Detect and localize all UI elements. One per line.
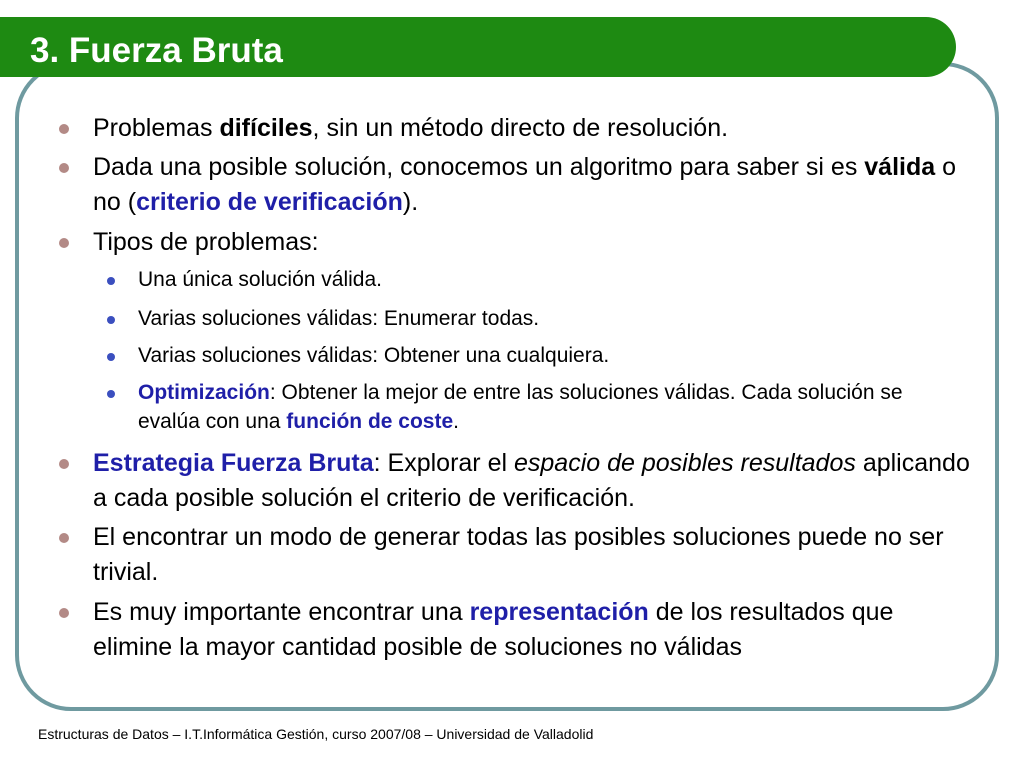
subbullet-enumerate-all: Varias soluciones válidas: Enumerar todas.: [138, 304, 968, 333]
slide-footer: Estructuras de Datos – I.T.Informática Gestión, curso 2007/08 – Universidad de Valladolid: [38, 726, 594, 742]
bullet-verification: Dada una posible solución, conocemos un algoritmo para saber si es válida o no (criterio de verificación).: [93, 150, 973, 220]
bullet-representation: Es muy importante encontrar una representación de los resultados que elimine la mayor cantidad posible de soluciones no válidas: [93, 595, 973, 665]
bullet-dot-icon: [59, 238, 69, 248]
bullet-dot-icon: [59, 163, 69, 173]
bullet-dot-icon: [59, 124, 69, 134]
bullet-dot-icon: [59, 459, 69, 469]
bullet-generation: El encontrar un modo de generar todas las posibles soluciones puede no ser trivial.: [93, 520, 983, 590]
subbullet-single-solution: Una única solución válida.: [138, 265, 968, 294]
bullet-dot-icon: [59, 533, 69, 543]
subbullet-dot-icon: [107, 390, 115, 398]
bullet-difficult-problems: Problemas difíciles, sin un método directo de resolución.: [93, 111, 973, 146]
bullet-problem-types: Tipos de problemas:: [93, 225, 973, 260]
bullet-brute-force-strategy: Estrategia Fuerza Bruta: Explorar el espacio de posibles resultados aplicando a cada posible solución el criterio de verificación.: [93, 446, 973, 516]
subbullet-optimization: Optimización: Obtener la mejor de entre las soluciones válidas. Cada solución se evalúa con una función de coste.: [138, 378, 968, 436]
subbullet-any-one: Varias soluciones válidas: Obtener una cualquiera.: [138, 341, 968, 370]
subbullet-dot-icon: [107, 277, 115, 285]
subbullet-dot-icon: [107, 353, 115, 361]
slide-title: 3. Fuerza Bruta: [30, 31, 283, 70]
bullet-dot-icon: [59, 608, 69, 618]
subbullet-dot-icon: [107, 316, 115, 324]
